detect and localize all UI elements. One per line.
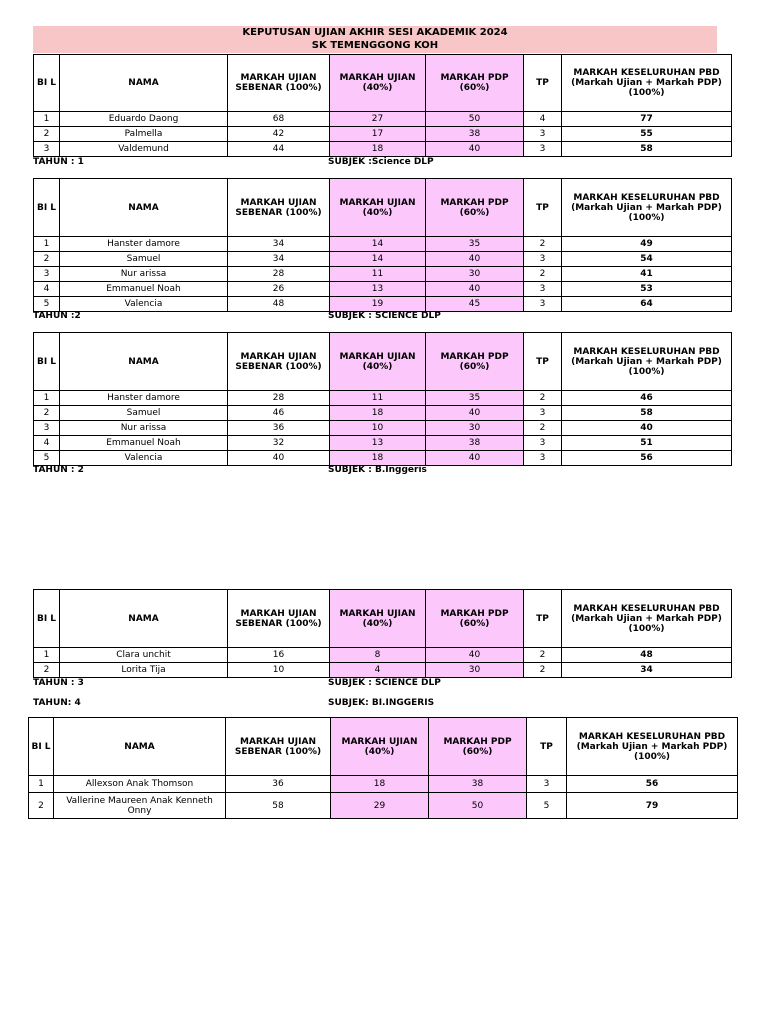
cell-pdp: 30 bbox=[426, 663, 524, 678]
column-header-nama: NAMA bbox=[60, 55, 228, 112]
cell-tp: 3 bbox=[524, 451, 562, 466]
cell-nama: Nur arissa bbox=[60, 267, 228, 282]
cell-ujian: 18 bbox=[330, 142, 426, 157]
column-header-total: MARKAH KESELURUHAN PBD (Markah Ujian + Markah PDP) (100%) bbox=[562, 590, 732, 648]
cell-bil: 3 bbox=[34, 267, 60, 282]
cell-total: 58 bbox=[562, 142, 732, 157]
cell-total: 51 bbox=[562, 436, 732, 451]
column-header-pdp: MARKAH PDP (60%) bbox=[426, 55, 524, 112]
subjek-label: SUBJEK :Science DLP bbox=[328, 157, 434, 167]
cell-bil: 4 bbox=[34, 282, 60, 297]
column-header-ujian: MARKAH UJIAN (40%) bbox=[331, 718, 429, 776]
table-row bbox=[34, 663, 732, 678]
cell-sebenar: 32 bbox=[228, 436, 330, 451]
column-header-ujian: MARKAH UJIAN (40%) bbox=[330, 55, 426, 112]
cell-ujian: 17 bbox=[330, 127, 426, 142]
tahun-label: TAHUN : 2 bbox=[33, 465, 84, 475]
cell-ujian: 11 bbox=[330, 391, 426, 406]
cell-ujian: 19 bbox=[330, 297, 426, 312]
column-header-bil: BI L bbox=[34, 590, 60, 648]
cell-tp: 3 bbox=[524, 406, 562, 421]
cell-total: 56 bbox=[567, 776, 738, 793]
column-header-bil: BI L bbox=[29, 718, 54, 776]
cell-pdp: 40 bbox=[426, 648, 524, 663]
cell-pdp: 40 bbox=[426, 406, 524, 421]
cell-bil: 1 bbox=[34, 648, 60, 663]
results-table-3 bbox=[33, 332, 732, 466]
cell-total: 79 bbox=[567, 793, 738, 819]
cell-tp: 5 bbox=[527, 793, 567, 819]
column-header-total: MARKAH KESELURUHAN PBD (Markah Ujian + Markah PDP) (100%) bbox=[562, 179, 732, 237]
column-header-sebenar: MARKAH UJIAN SEBENAR (100%) bbox=[228, 55, 330, 112]
cell-total: 54 bbox=[562, 252, 732, 267]
cell-sebenar: 28 bbox=[228, 267, 330, 282]
cell-bil: 1 bbox=[29, 776, 54, 793]
header-row bbox=[34, 179, 732, 237]
cell-ujian: 14 bbox=[330, 252, 426, 267]
cell-pdp: 38 bbox=[426, 127, 524, 142]
cell-sebenar: 16 bbox=[228, 648, 330, 663]
tahun-label: TAHUN : 1 bbox=[33, 157, 84, 167]
column-header-tp: TP bbox=[524, 333, 562, 391]
cell-total: 48 bbox=[562, 648, 732, 663]
subjek-label: SUBJEK: BI.INGGERIS bbox=[328, 698, 435, 708]
table-row bbox=[34, 421, 732, 436]
header-row bbox=[34, 55, 732, 112]
cell-bil: 5 bbox=[34, 451, 60, 466]
cell-sebenar: 26 bbox=[228, 282, 330, 297]
cell-sebenar: 36 bbox=[228, 421, 330, 436]
cell-nama: Eduardo Daong bbox=[60, 112, 228, 127]
cell-nama: Valencia bbox=[60, 451, 228, 466]
cell-total: 77 bbox=[562, 112, 732, 127]
cell-sebenar: 34 bbox=[228, 252, 330, 267]
subjek-label: SUBJEK : SCIENCE DLP bbox=[328, 311, 441, 321]
cell-nama: Palmella bbox=[60, 127, 228, 142]
cell-ujian: 13 bbox=[330, 282, 426, 297]
cell-pdp: 40 bbox=[426, 142, 524, 157]
cell-sebenar: 40 bbox=[228, 451, 330, 466]
cell-ujian: 10 bbox=[330, 421, 426, 436]
cell-ujian: 27 bbox=[330, 112, 426, 127]
column-header-bil: BI L bbox=[34, 179, 60, 237]
cell-tp: 3 bbox=[524, 282, 562, 297]
column-header-tp: TP bbox=[524, 590, 562, 648]
subjek-label: SUBJEK : B.Inggeris bbox=[328, 465, 427, 475]
results-table-2 bbox=[33, 178, 732, 312]
cell-tp: 2 bbox=[524, 237, 562, 252]
cell-nama: Samuel bbox=[60, 406, 228, 421]
cell-tp: 3 bbox=[527, 776, 567, 793]
cell-nama: Vallerine Maureen Anak Kenneth Onny bbox=[54, 793, 226, 819]
column-header-nama: NAMA bbox=[60, 333, 228, 391]
column-header-nama: NAMA bbox=[60, 179, 228, 237]
column-header-sebenar: MARKAH UJIAN SEBENAR (100%) bbox=[228, 179, 330, 237]
table-row bbox=[34, 112, 732, 127]
column-header-pdp: MARKAH PDP (60%) bbox=[429, 718, 527, 776]
cell-pdp: 30 bbox=[426, 421, 524, 436]
cell-total: 34 bbox=[562, 663, 732, 678]
cell-pdp: 40 bbox=[426, 252, 524, 267]
table-row bbox=[34, 391, 732, 406]
cell-bil: 1 bbox=[34, 112, 60, 127]
cell-total: 40 bbox=[562, 421, 732, 436]
cell-ujian: 4 bbox=[330, 663, 426, 678]
cell-sebenar: 10 bbox=[228, 663, 330, 678]
column-header-total: MARKAH KESELURUHAN PBD (Markah Ujian + Markah PDP) (100%) bbox=[567, 718, 738, 776]
cell-total: 41 bbox=[562, 267, 732, 282]
column-header-pdp: MARKAH PDP (60%) bbox=[426, 179, 524, 237]
cell-nama: Valdemund bbox=[60, 142, 228, 157]
cell-tp: 4 bbox=[524, 112, 562, 127]
cell-tp: 3 bbox=[524, 142, 562, 157]
cell-nama: Valencia bbox=[60, 297, 228, 312]
column-header-sebenar: MARKAH UJIAN SEBENAR (100%) bbox=[228, 590, 330, 648]
cell-tp: 2 bbox=[524, 421, 562, 436]
subjek-label: SUBJEK : SCIENCE DLP bbox=[328, 678, 441, 688]
table-row bbox=[34, 142, 732, 157]
cell-total: 55 bbox=[562, 127, 732, 142]
cell-pdp: 40 bbox=[426, 451, 524, 466]
cell-ujian: 14 bbox=[330, 237, 426, 252]
column-header-pdp: MARKAH PDP (60%) bbox=[426, 333, 524, 391]
cell-bil: 2 bbox=[34, 252, 60, 267]
cell-sebenar: 36 bbox=[226, 776, 331, 793]
column-header-ujian: MARKAH UJIAN (40%) bbox=[330, 590, 426, 648]
cell-bil: 5 bbox=[34, 297, 60, 312]
cell-total: 49 bbox=[562, 237, 732, 252]
cell-ujian: 18 bbox=[330, 451, 426, 466]
cell-ujian: 13 bbox=[330, 436, 426, 451]
cell-pdp: 38 bbox=[429, 776, 527, 793]
tahun-label: TAHUN :2 bbox=[33, 311, 81, 321]
cell-nama: Allexson Anak Thomson bbox=[54, 776, 226, 793]
cell-ujian: 11 bbox=[330, 267, 426, 282]
table-row bbox=[34, 252, 732, 267]
cell-sebenar: 58 bbox=[226, 793, 331, 819]
column-header-total: MARKAH KESELURUHAN PBD (Markah Ujian + Markah PDP) (100%) bbox=[562, 333, 732, 391]
cell-bil: 1 bbox=[34, 391, 60, 406]
column-header-ujian: MARKAH UJIAN (40%) bbox=[330, 179, 426, 237]
table-row bbox=[34, 648, 732, 663]
cell-total: 58 bbox=[562, 406, 732, 421]
table-row bbox=[34, 297, 732, 312]
column-header-bil: BI L bbox=[34, 55, 60, 112]
cell-total: 46 bbox=[562, 391, 732, 406]
table-row bbox=[34, 282, 732, 297]
cell-nama: Emmanuel Noah bbox=[60, 436, 228, 451]
cell-ujian: 8 bbox=[330, 648, 426, 663]
cell-tp: 2 bbox=[524, 648, 562, 663]
cell-sebenar: 68 bbox=[228, 112, 330, 127]
cell-ujian: 18 bbox=[331, 776, 429, 793]
cell-pdp: 50 bbox=[429, 793, 527, 819]
cell-ujian: 18 bbox=[330, 406, 426, 421]
cell-pdp: 45 bbox=[426, 297, 524, 312]
report-title-line-1: KEPUTUSAN UJIAN AKHIR SESI AKADEMIK 2024 bbox=[242, 27, 508, 38]
table-row bbox=[34, 267, 732, 282]
cell-tp: 3 bbox=[524, 127, 562, 142]
cell-bil: 2 bbox=[34, 127, 60, 142]
column-header-nama: NAMA bbox=[60, 590, 228, 648]
cell-tp: 2 bbox=[524, 663, 562, 678]
header-row bbox=[34, 333, 732, 391]
report-title-line-2: SK TEMENGGONG KOH bbox=[311, 40, 439, 51]
report-title bbox=[33, 26, 717, 53]
column-header-nama: NAMA bbox=[54, 718, 226, 776]
cell-nama: Clara unchit bbox=[60, 648, 228, 663]
column-header-ujian: MARKAH UJIAN (40%) bbox=[330, 333, 426, 391]
column-header-tp: TP bbox=[524, 55, 562, 112]
cell-nama: Nur arissa bbox=[60, 421, 228, 436]
cell-nama: Hanster damore bbox=[60, 237, 228, 252]
table-row bbox=[34, 451, 732, 466]
cell-pdp: 30 bbox=[426, 267, 524, 282]
cell-sebenar: 46 bbox=[228, 406, 330, 421]
cell-sebenar: 48 bbox=[228, 297, 330, 312]
cell-pdp: 38 bbox=[426, 436, 524, 451]
column-header-sebenar: MARKAH UJIAN SEBENAR (100%) bbox=[226, 718, 331, 776]
cell-bil: 4 bbox=[34, 436, 60, 451]
cell-total: 64 bbox=[562, 297, 732, 312]
cell-bil: 2 bbox=[34, 406, 60, 421]
results-table-1 bbox=[33, 54, 732, 157]
column-header-bil: BI L bbox=[34, 333, 60, 391]
cell-ujian: 29 bbox=[331, 793, 429, 819]
cell-sebenar: 42 bbox=[228, 127, 330, 142]
cell-bil: 2 bbox=[29, 793, 54, 819]
column-header-total: MARKAH KESELURUHAN PBD (Markah Ujian + Markah PDP) (100%) bbox=[562, 55, 732, 112]
cell-tp: 3 bbox=[524, 252, 562, 267]
column-header-sebenar: MARKAH UJIAN SEBENAR (100%) bbox=[228, 333, 330, 391]
cell-pdp: 50 bbox=[426, 112, 524, 127]
header-row bbox=[29, 718, 738, 776]
results-table-5 bbox=[28, 717, 738, 819]
table-row bbox=[34, 127, 732, 142]
cell-total: 53 bbox=[562, 282, 732, 297]
column-header-tp: TP bbox=[527, 718, 567, 776]
cell-nama: Hanster damore bbox=[60, 391, 228, 406]
header-row bbox=[34, 590, 732, 648]
table-row bbox=[34, 436, 732, 451]
cell-pdp: 35 bbox=[426, 391, 524, 406]
cell-bil: 1 bbox=[34, 237, 60, 252]
cell-nama: Emmanuel Noah bbox=[60, 282, 228, 297]
results-table-4 bbox=[33, 589, 732, 678]
cell-pdp: 35 bbox=[426, 237, 524, 252]
column-header-tp: TP bbox=[524, 179, 562, 237]
cell-sebenar: 34 bbox=[228, 237, 330, 252]
cell-bil: 3 bbox=[34, 142, 60, 157]
cell-bil: 2 bbox=[34, 663, 60, 678]
cell-nama: Lorita Tija bbox=[60, 663, 228, 678]
column-header-pdp: MARKAH PDP (60%) bbox=[426, 590, 524, 648]
cell-nama: Samuel bbox=[60, 252, 228, 267]
cell-tp: 2 bbox=[524, 391, 562, 406]
cell-tp: 2 bbox=[524, 267, 562, 282]
cell-tp: 3 bbox=[524, 297, 562, 312]
table-row bbox=[29, 776, 738, 793]
table-row bbox=[29, 793, 738, 819]
tahun-label: TAHUN : 3 bbox=[33, 678, 84, 688]
table-row bbox=[34, 237, 732, 252]
tahun-label: TAHUN: 4 bbox=[33, 698, 81, 708]
table-row bbox=[34, 406, 732, 421]
cell-bil: 3 bbox=[34, 421, 60, 436]
cell-total: 56 bbox=[562, 451, 732, 466]
cell-sebenar: 44 bbox=[228, 142, 330, 157]
cell-sebenar: 28 bbox=[228, 391, 330, 406]
cell-tp: 3 bbox=[524, 436, 562, 451]
cell-pdp: 40 bbox=[426, 282, 524, 297]
